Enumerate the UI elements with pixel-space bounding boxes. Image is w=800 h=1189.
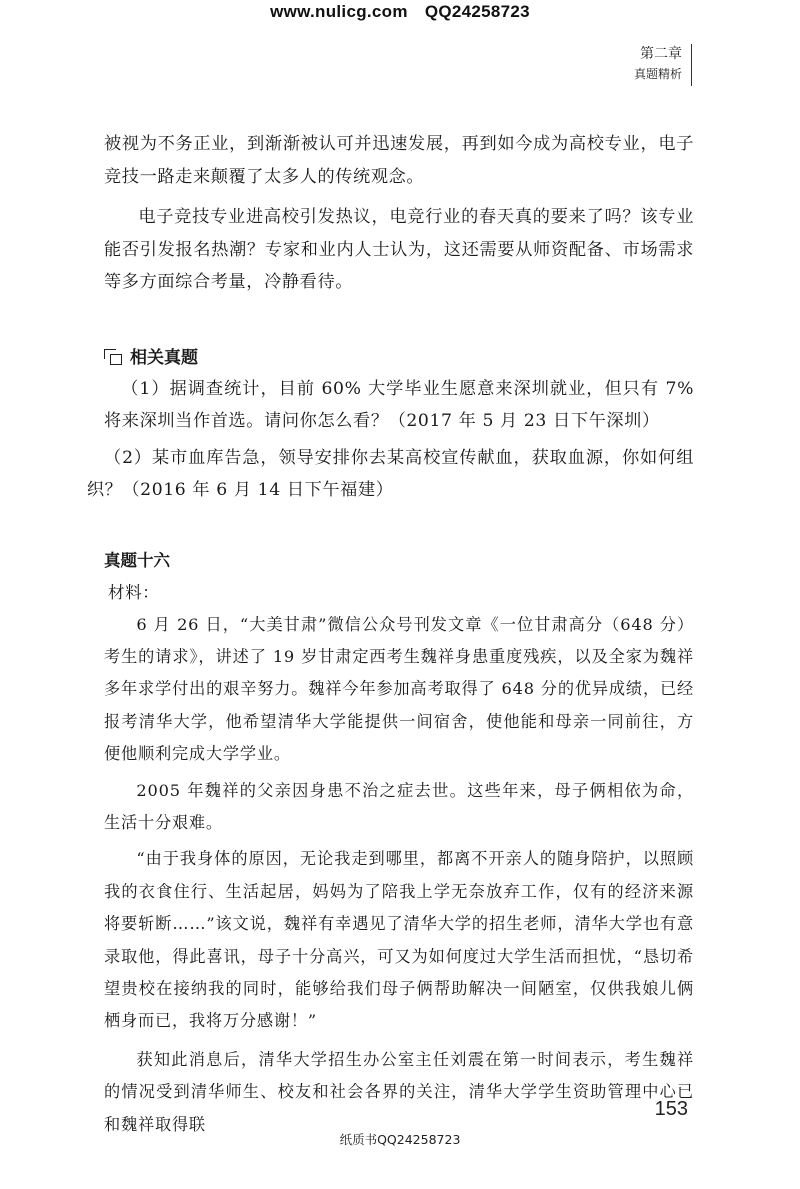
header-watermark bbox=[0, 2, 800, 22]
material-paragraph-3: “由于我身体的原因，无论我走到哪里，都离不开亲人的随身陪护，以照顾我的衣食住行、生活起居，妈妈为了陪我上学无奈放弃工作，仅有的经济来源将要斩断……”该文说，魏祥有幸遇见了清华大学的招生老师，清华大学也有意录取他，得此喜讯，母子十分高兴，可又为如何度过大学生活而担忧，“恳切希望贵校在接纳我的同时，能够给我们母子俩帮助解决一间陋室，仅供我娘儿俩栖身而已，我将万分感谢！” bbox=[104, 849, 694, 1031]
page-content bbox=[86, 128, 694, 1141]
chapter-divider bbox=[691, 44, 693, 86]
chapter-subtitle: 真题精析 bbox=[633, 67, 682, 81]
material-label: 材料： bbox=[108, 582, 160, 602]
related-question-2: （2）某市血库告急，领导安排你去某高校宣传献血，获取血源，你如何组织？（2016 年 6 月 14 日下午福建） bbox=[86, 447, 694, 500]
intro-paragraph-1: 被视为不务正业，到渐渐被认可并迅速发展，再到如今成为高校专业，电子竞技一路走来颠覆了太多人的传统观念。 bbox=[104, 134, 694, 187]
chapter-title: 第二章 bbox=[640, 46, 682, 62]
related-questions-title: 相关真题 bbox=[130, 348, 198, 368]
watermark-qq: QQ24258723 bbox=[424, 2, 530, 21]
material-paragraph-4: 获知此消息后，清华大学招生办公室主任刘震在第一时间表示，考生魏祥的情况受到清华师生、校友和社会各界的关注，清华大学学生资助管理中心已和魏祥取得联 bbox=[104, 1049, 694, 1134]
intro-paragraph-2: 电子竞技专业进高校引发热议，电竞行业的春天真的要来了吗？该专业能否引发报名热潮？专家和业内人士认为，这还需要从师资配备、市场需求等多方面综合考量，冷静看待。 bbox=[104, 207, 694, 292]
watermark-site: www.nulicg.com bbox=[270, 2, 408, 21]
material-paragraph-1: 6 月 26 日，“大美甘肃”微信公众号刊发文章《一位甘肃高分（648 分）考生的请求》，讲述了 19 岁甘肃定西考生魏祥身患重度残疾，以及全家为魏祥多年求学付出的艰辛努力。魏祥今年参加高考取得了 648 分的优异成绩，已经报考清华大学，他希望清华大学能提供一间宿舍，使他能和母亲一同前往，方便他顺利完成大学学业。 bbox=[104, 614, 694, 764]
related-questions-heading bbox=[104, 339, 694, 373]
question-16-title: 真题十六 bbox=[104, 550, 170, 570]
material-paragraph-2: 2005 年魏祥的父亲因身患不治之症去世。这些年来，母子俩相依为命，生活十分艰难。 bbox=[104, 780, 694, 832]
related-question-1: （1）据调查统计，目前 60% 大学毕业生愿意来深圳就业，但只有 7% 将来深圳当作首选。请问你怎么看？（2017 年 5 月 23 日下午深圳） bbox=[104, 378, 694, 431]
section-marker-icon bbox=[104, 348, 122, 364]
chapter-header bbox=[634, 44, 692, 84]
footer-watermark: 纸质书QQ24258723 bbox=[339, 1132, 461, 1147]
page-number: 153 bbox=[654, 1098, 688, 1120]
